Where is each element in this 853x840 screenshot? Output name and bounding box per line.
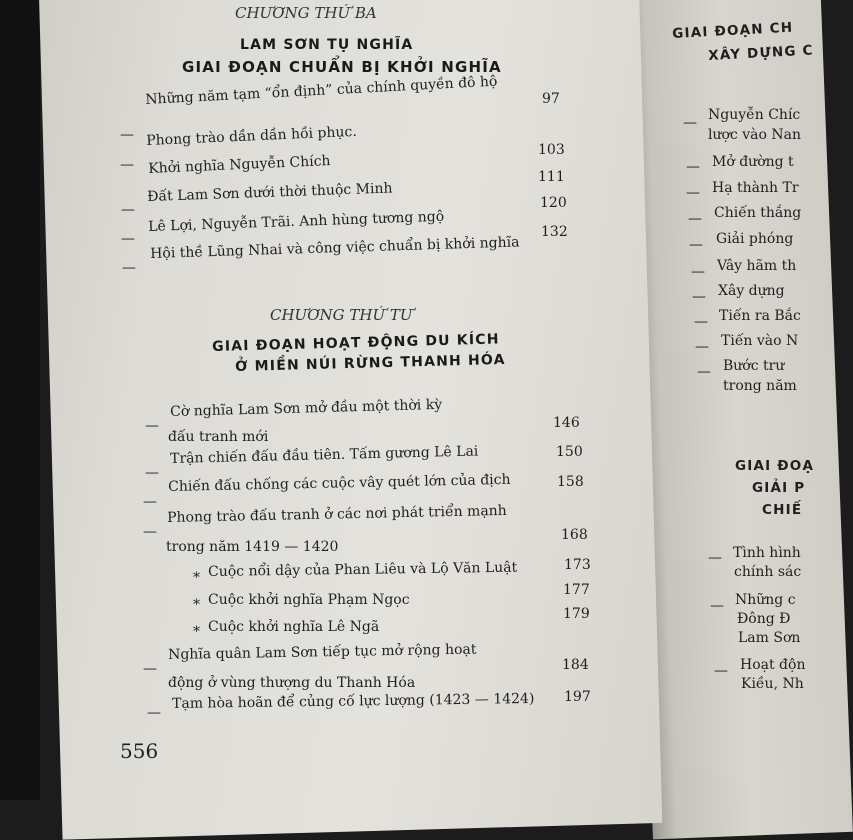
toc-dash: — (120, 157, 134, 173)
toc-dash: — (683, 115, 697, 131)
toc-dash: — (691, 264, 705, 280)
page-number: 556 (120, 739, 159, 763)
toc-dash: — (689, 237, 703, 253)
right-entry: Lam Sơn (738, 630, 801, 646)
toc-subentry-title: Cuộc khởi nghĩa Phạm Ngọc (208, 592, 410, 608)
toc-subentry-title: Cuộc nổi dậy của Phan Liêu và Lộ Văn Luật (207, 559, 518, 580)
toc-star: * (193, 570, 200, 586)
toc-dash: — (121, 202, 135, 218)
toc-star: * (193, 597, 200, 613)
right-entry: chính sác (734, 564, 802, 580)
right-heading-line1: GIAI ĐOẠN CH (671, 19, 794, 42)
toc-dash: — (695, 339, 709, 355)
toc-entry-title: Tạm hòa hoãn để củng cố lực lượng (1423 — 1424) (171, 690, 535, 712)
toc-entry-title: động ở vùng thượng du Thanh Hóa (168, 675, 416, 691)
toc-entry-page: 168 (561, 527, 588, 543)
right-entry: Vây hãm th (717, 258, 797, 274)
chapter-4-title-line2: Ở MIỀN NÚI RỪNG THANH HÓA (234, 351, 506, 375)
toc-dash: — (686, 159, 700, 175)
toc-dash: — (697, 364, 711, 380)
toc-entry-page: 179 (563, 606, 590, 622)
right-entry: Mở đường t (712, 154, 794, 170)
toc-dash: — (147, 705, 161, 721)
toc-entry-title: Khởi nghĩa Nguyễn Chích (147, 153, 331, 177)
toc-entry-title: đấu tranh mới (168, 429, 269, 445)
right-heading2-line2: GIẢI P (752, 480, 806, 496)
toc-entry-page: 197 (564, 689, 591, 705)
toc-entry-title: Hội thề Lũng Nhai và công việc chuẩn bị khởi nghĩa (149, 234, 520, 262)
right-entry: Tiến vào N (721, 333, 799, 349)
right-entry: Những c (735, 592, 796, 608)
toc-entry-title: Phong trào đấu tranh ở các nơi phát triển mạnh (166, 502, 507, 526)
toc-entry-title: Cờ nghĩa Lam Sơn mở đầu một thời kỳ (169, 396, 443, 420)
right-entry: Kiều, Nh (741, 676, 804, 692)
toc-entry-page: 158 (557, 474, 584, 490)
toc-entry-page: 177 (563, 582, 590, 598)
toc-dash: — (694, 314, 708, 330)
toc-dash: — (145, 465, 159, 481)
toc-entry-title: Phong trào dần dần hồi phục. (145, 123, 358, 149)
right-heading2-line3: CHIẾ (762, 502, 803, 518)
right-entry: Đông Đ (737, 611, 791, 627)
right-entry: Xây dựng (718, 283, 785, 299)
toc-dash: — (143, 494, 157, 510)
toc-entry-title: Trận chiến đấu đầu tiên. Tấm gương Lê Lai (169, 443, 479, 467)
toc-dash: — (143, 524, 157, 540)
toc-dash: — (688, 211, 702, 227)
toc-entry-page: 97 (542, 91, 560, 107)
toc-dash: — (121, 231, 135, 247)
toc-entry-title: Lê Lợi, Nguyễn Trãi. Anh hùng tương ngộ (147, 208, 445, 235)
right-entry: Tiến ra Bắc (719, 308, 801, 324)
toc-entry-page: 150 (556, 444, 583, 460)
toc-entry-title: trong năm 1419 — 1420 (166, 539, 339, 555)
toc-star: * (193, 624, 200, 640)
chapter-3-label: CHƯƠNG THỨ BA (235, 4, 377, 22)
toc-dash: — (714, 663, 728, 679)
chapter-3-title-line2: GIAI ĐOẠN CHUẨN BỊ KHỞI NGHĨA (182, 58, 502, 76)
toc-entry-title: Chiến đấu chống các cuộc vây quét lớn của địch (167, 471, 511, 495)
right-entry: lược vào Nan (708, 127, 801, 143)
right-entry: Nguyễn Chíc (708, 107, 801, 123)
toc-subentry-title: Cuộc khởi nghĩa Lê Ngã (208, 619, 380, 635)
toc-dash: — (145, 418, 159, 434)
toc-dash: — (710, 598, 724, 614)
book-edge-shadow (0, 0, 40, 800)
toc-entry-page: 103 (538, 142, 565, 158)
toc-entry-page: 120 (540, 195, 567, 211)
right-entry: trong năm (723, 378, 797, 394)
toc-entry-page: 132 (541, 224, 568, 240)
toc-entry-title: Nghĩa quân Lam Sơn tiếp tục mở rộng hoạt (167, 641, 477, 663)
toc-entry-page: 173 (564, 557, 591, 573)
right-entry: Bước trư (723, 358, 785, 374)
chapter-3-title-line1: LAM SƠN TỤ NGHĨA (240, 37, 414, 53)
toc-dash: — (120, 127, 134, 143)
toc-dash: — (143, 661, 157, 677)
chapter-4-title-line1: GIAI ĐOẠN HOẠT ĐỘNG DU KÍCH (211, 331, 500, 355)
toc-entry-page: 184 (562, 657, 589, 673)
toc-entry-page: 111 (538, 169, 565, 185)
right-entry: Chiến thắng (714, 205, 802, 221)
right-heading2-line1: GIAI ĐOẠ (735, 458, 815, 474)
right-heading-line2: XÂY DỰNG C (707, 42, 815, 64)
chapter-4-label: CHƯƠNG THỨ TƯ (270, 306, 413, 324)
right-entry: Hoạt độn (740, 657, 806, 673)
toc-dash: — (692, 289, 706, 305)
toc-entry-page: 146 (553, 415, 580, 431)
right-entry: Hạ thành Tr (712, 180, 799, 196)
right-entry: Giải phóng (716, 231, 794, 247)
toc-dash: — (686, 185, 700, 201)
toc-entry-title: Đất Lam Sơn dưới thời thuộc Minh (146, 180, 393, 205)
toc-dash: — (708, 550, 722, 566)
toc-entry-title: Những năm tạm “ổn định” của chính quyền đô hộ (144, 73, 498, 108)
right-entry: Tình hình (733, 545, 801, 561)
toc-dash: — (122, 260, 136, 276)
